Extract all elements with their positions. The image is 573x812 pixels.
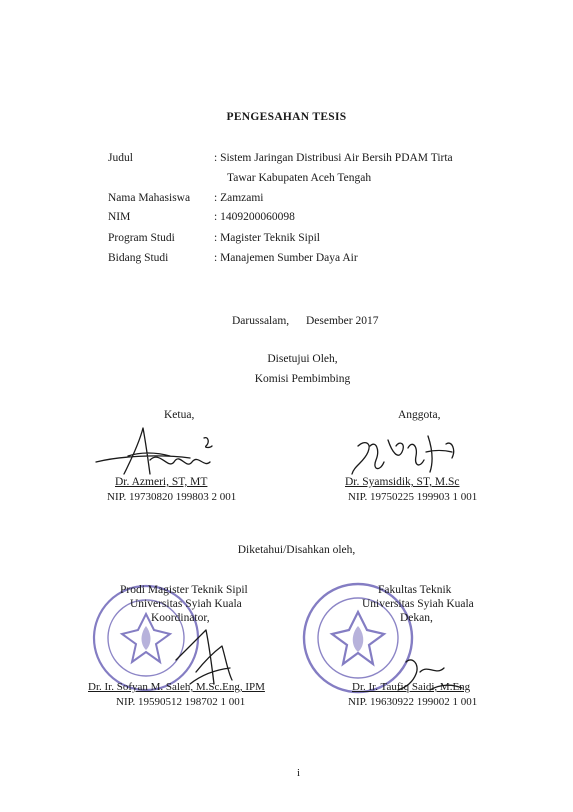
committee: Komisi Pembimbing: [254, 373, 351, 385]
university-seal-left: [86, 578, 206, 698]
fakultas-name: Dr. Ir. Taufiq Saidi, M.Eng: [352, 681, 471, 693]
fakultas-line2: Universitas Syiah Kuala: [362, 598, 474, 610]
anggota-role: Anggota,: [398, 409, 441, 421]
prodi-name: Dr. Ir. Sofyan M. Saleh, M.Sc.Eng, IPM: [88, 681, 265, 693]
page-number: i: [297, 767, 301, 779]
fakultas-line1: Fakultas Teknik: [378, 584, 452, 596]
field-value-judul: : Sistem Jaringan Distribusi Air Bersih PDAM Tirta: [214, 152, 453, 164]
field-label-prodi: Program Studi: [108, 232, 175, 244]
anggota-name: Dr. Syamsidik, ST, M.Sc: [345, 476, 460, 488]
signature-anggota: [352, 436, 454, 474]
prodi-line3: Koordinator,: [151, 612, 210, 624]
field-label-judul: Judul: [108, 152, 133, 164]
acknowledged-by: Diketahui/Disahkan oleh,: [237, 544, 356, 556]
anggota-nip: NIP. 19750225 199903 1 001: [348, 491, 478, 503]
field-value-bidang: : Manajemen Sumber Daya Air: [214, 252, 358, 264]
fakultas-nip: NIP. 19630922 199002 1 001: [348, 696, 478, 708]
document-title: PENGESAHAN TESIS: [226, 111, 347, 123]
field-value-nama: : Zamzami: [214, 192, 264, 204]
ketua-role: Ketua,: [164, 409, 195, 421]
fakultas-line3: Dekan,: [400, 612, 433, 624]
field-label-nama: Nama Mahasiswa: [108, 192, 191, 204]
field-value-nim: : 1409200060098: [214, 211, 295, 223]
field-label-nim: NIM: [108, 211, 131, 223]
prodi-line2: Universitas Syiah Kuala: [130, 598, 242, 610]
signature-prodi: [176, 630, 232, 684]
date-place: Darussalam,: [232, 315, 290, 327]
ketua-nip: NIP. 19730820 199803 2 001: [107, 491, 237, 503]
field-value-judul-cont: Tawar Kabupaten Aceh Tengah: [227, 172, 372, 184]
prodi-nip: NIP. 19590512 198702 1 001: [116, 696, 246, 708]
ketua-name: Dr. Azmeri, ST, MT: [115, 476, 208, 488]
field-label-bidang: Bidang Studi: [108, 252, 169, 264]
prodi-line1: Prodi Magister Teknik Sipil: [120, 584, 248, 596]
date-value: Desember 2017: [306, 315, 379, 327]
field-value-prodi: : Magister Teknik Sipil: [214, 232, 320, 244]
approved-by: Disetujui Oleh,: [267, 353, 338, 365]
signature-ketua: [96, 428, 212, 474]
